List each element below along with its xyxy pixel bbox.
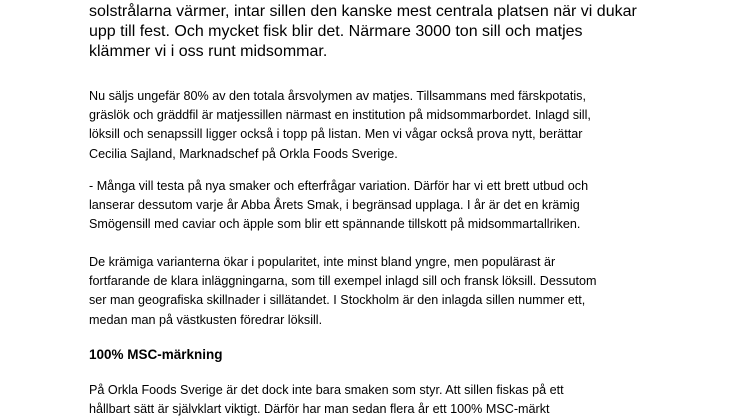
body-paragraph-matjes bbox=[89, 87, 649, 164]
lead-line: solstrålarna värmer, intar sillen den kanske mest centrala platsen när vi dukar bbox=[89, 3, 637, 20]
lead-line: upp till fest. Och mycket fisk blir det. Närmare 3000 ton sill och matjes bbox=[89, 23, 583, 40]
paragraph-line: gräslök och gräddfil är matjessillen närmast en institution på midsommarbordet. Inlagd sill, bbox=[89, 108, 591, 123]
paragraph-line: Smögensill med caviar och äpple som blir ett spännande tillskott på midsommartallriken. bbox=[89, 217, 581, 232]
paragraph-line: lanserar dessutom varje år Abba Årets Smak, i begränsad upplaga. I år är det en krämig bbox=[89, 198, 580, 213]
paragraph-line: - Många vill testa på nya smaker och efterfrågar variation. Därför har vi ett brett utbud och bbox=[89, 179, 589, 193]
paragraph-line: hållbart sätt är självklart viktigt. Därför har man sedan flera år ett 100% MSC-märkt bbox=[89, 402, 550, 417]
paragraph-line: löksill och senapssill ligger också i topp på listan. Men vi vågar också prova nytt, berättar bbox=[89, 127, 583, 142]
paragraph-line: ser man geografiska skillnader i sillätandet. I Stockholm är den inlagda sillen nummer ett, bbox=[89, 293, 586, 308]
lead-paragraph bbox=[89, 2, 669, 62]
body-paragraph-popularity bbox=[89, 253, 649, 330]
paragraph-line: medan man på västkusten föredrar löksill. bbox=[89, 312, 323, 327]
paragraph-line: På Orkla Foods Sverige är det dock inte bara smaken som styr. Att sillen fiskas på ett bbox=[89, 383, 564, 397]
section-heading: 100% MSC-märkning bbox=[89, 347, 223, 362]
body-paragraph-msc bbox=[89, 381, 649, 419]
lead-line: klämmer vi i oss runt midsommar. bbox=[89, 43, 328, 60]
paragraph-line: fortfarande de klara inläggningarna, som till exempel inlagd sill och fransk löksill. Dessutom bbox=[89, 274, 597, 289]
body-paragraph-quote bbox=[89, 177, 649, 235]
paragraph-line: Nu säljs ungefär 80% av den totala årsvolymen av matjes. Tillsammans med färskpotatis, bbox=[89, 89, 586, 103]
paragraph-line: Cecilia Sajland, Marknadschef på Orkla Foods Sverige. bbox=[89, 146, 398, 161]
paragraph-line: De krämiga varianterna ökar i popularitet, inte minst bland yngre, men populärast är bbox=[89, 255, 556, 269]
